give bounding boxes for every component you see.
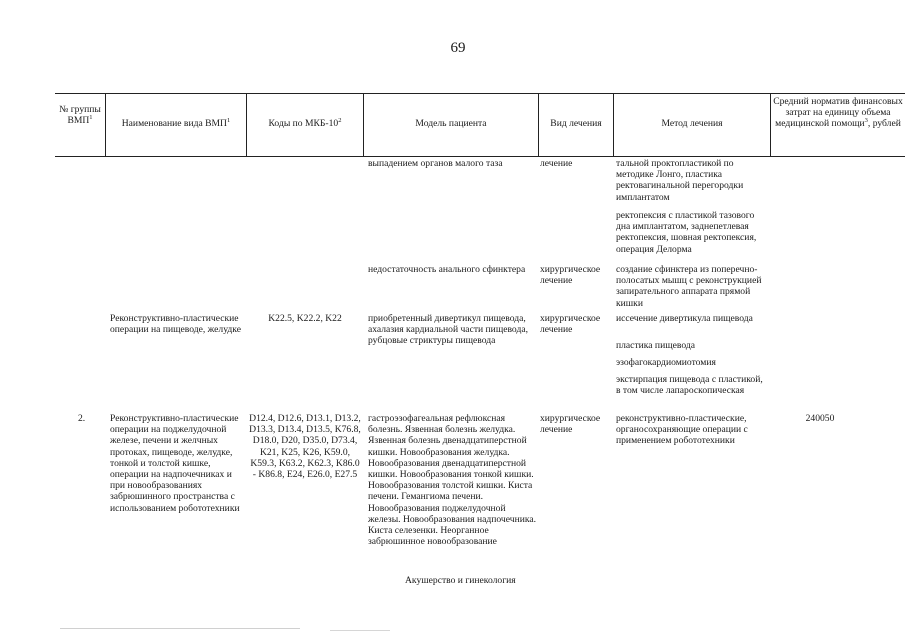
treatment-method-cell: реконструктивно-пластические, органосохраняющие операции с применением робототехники	[616, 413, 748, 447]
page-number: 69	[450, 40, 466, 56]
table-top-border	[55, 93, 905, 94]
column-divider	[363, 93, 364, 157]
treatment-type-cell: хирургическое лечение	[540, 313, 601, 336]
column-divider	[770, 93, 771, 157]
treatment-method-cell: ректопексия с пластикой тазового дна имплантатом, заднепетлевая ректопексия, шовная ректопексия, операция Делорма	[616, 210, 757, 255]
scan-artifact-line	[330, 630, 390, 631]
section-title: Акушерство и гинекология	[405, 575, 516, 586]
vmp-type-cell: Реконструктивно-пластические операции на пищеводе, желудке	[110, 313, 241, 336]
group-number-cell: 2.	[78, 413, 86, 424]
patient-model-cell: гастроэзофагеальная рефлюксная болезнь. Язвенная болезнь желудка. Язвенная болезнь двенадцатиперстной кишки. Новообразования желудка. Новообразования двенадцатиперстной кишки. Новообразования тонкой кишки. Новообразования толстой кишки. Киста печени. Гемангиома печени. Новообразования поджелудочной железы. Новообразования надпочечника. Киста селезенки. Неорганное забрюшинное новообразование	[368, 413, 537, 548]
treatment-method-cell: экстирпация пищевода с пластикой, в том числе лапароскопическая	[616, 374, 763, 397]
treatment-method-cell: создание сфинктера из поперечно-полосатых мышц с реконструкцией запирательного аппарата прямой кишки	[616, 264, 762, 309]
treatment-type-cell: хирургическое лечение	[540, 264, 601, 287]
icd-codes-cell: K22.5, K22.2, K22	[268, 313, 342, 324]
header-vmp-type: Наименование вида ВМП$^1$	[121, 116, 231, 129]
cost-norm-cell: 240050	[805, 413, 835, 424]
header-group-number: № группы ВМП$^1$	[59, 104, 101, 127]
patient-model-cell: недостаточность анального сфинктера	[368, 264, 526, 275]
treatment-type-cell: хирургическое лечение	[540, 413, 601, 436]
header-icd-codes: Коды по МКБ-$10^2$	[268, 116, 342, 129]
icd-codes-cell: D12.4, D12.6, D13.1, D13.2, D13.3, D13.4, D13.5, K76.8, D18.0, D20, D35.0, D73.4, K21, K25, K26, K59.0, K59.3, K63.2, K62.3, K86.0 - K86.8, E24, E26.0, E27.5	[249, 413, 361, 481]
treatment-method-cell: эзофагокардиомиотомия	[616, 357, 716, 368]
treatment-method-cell: тальной проктопластикой по методике Лонго, пластика ректовагинальной перегородки имплантатом	[616, 158, 744, 203]
vmp-type-cell: Реконструктивно-пластические операции на поджелудочной железе, печени и желчных протоках, пищеводе, желудке, тонкой и толстой кишке, операции на надпочечниках и при новообразованиях забрюшинного пространства с использованием робототехники	[110, 413, 240, 514]
treatment-method-cell: иссечение дивертикула пищевода	[616, 313, 753, 324]
header-treatment-type: Вид лечения	[550, 118, 602, 129]
column-divider	[613, 93, 614, 157]
column-divider	[246, 93, 247, 157]
header-patient-model: Модель пациента	[415, 118, 487, 129]
treatment-type-cell: лечение	[540, 158, 573, 169]
column-divider	[538, 93, 539, 157]
patient-model-cell: выпадением органов малого таза	[368, 158, 503, 169]
header-treatment-method: Метод лечения	[661, 118, 723, 129]
scan-artifact-line	[60, 628, 300, 629]
patient-model-cell: приобретенный дивертикул пищевода, ахалазия кардиальной части пищевода, рубцовые стриктуры пищевода	[368, 313, 528, 347]
treatment-method-cell: пластика пищевода	[616, 340, 695, 351]
header-cost-norm: Средний норматив финансовых затрат на единицу объема медицинской помощи$^3$, рублей	[773, 96, 903, 130]
header-bottom-border	[55, 156, 905, 157]
column-divider	[105, 93, 106, 157]
